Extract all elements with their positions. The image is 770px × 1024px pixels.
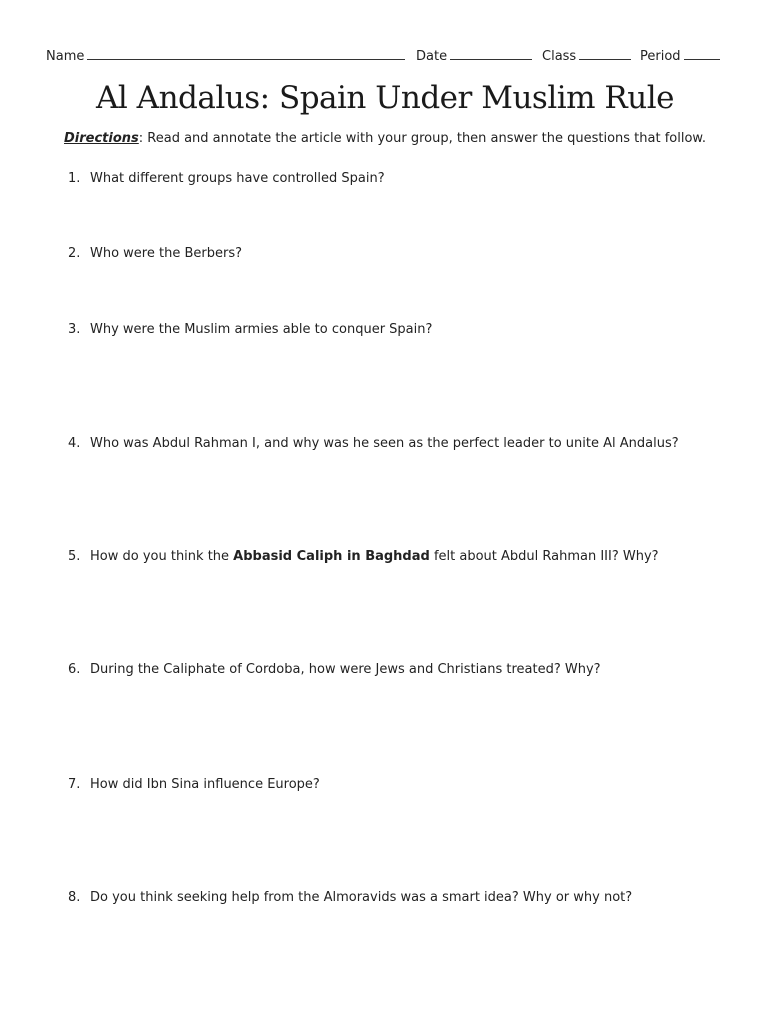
class-blank-line[interactable] [579,46,631,60]
question-2 [68,246,242,261]
question-number: 3. [68,322,81,337]
question-number: 8. [68,890,81,905]
directions-label: Directions [64,131,139,146]
header-row [46,46,726,68]
directions [0,131,770,146]
name-label: Name [46,49,85,64]
question-5 [68,549,659,564]
question-number: 6. [68,662,81,677]
question-text: Do you think seeking help from the Almoravids was a smart idea? Why or why not? [90,890,633,905]
page-title: Al Andalus: Spain Under Muslim Rule [96,80,674,116]
question-bold-term: Abbasid Caliph in Baghdad [233,549,430,564]
question-text: How do you think the [90,549,234,564]
directions-text: : Read and annotate the article with your group, then answer the questions that follow. [138,131,706,146]
question-text: Who was Abdul Rahman I, and why was he seen as the perfect leader to unite Al Andalus? [90,436,679,451]
question-text: How did Ibn Sina influence Europe? [90,777,320,792]
question-text: Why were the Muslim armies able to conquer Spain? [90,322,433,337]
period-label: Period [640,49,681,64]
question-number: 5. [68,549,81,564]
question-text-end: felt about Abdul Rahman III? Why? [429,549,659,564]
date-label: Date [416,49,448,64]
question-text: Who were the Berbers? [90,246,242,261]
name-blank-line[interactable] [87,46,405,60]
question-text: What different groups have controlled Spain? [90,171,385,186]
question-number: 4. [68,436,81,451]
question-number: 1. [68,171,81,186]
question-1 [68,171,385,186]
period-field[interactable] [640,46,720,64]
class-label: Class [542,49,577,64]
question-4 [68,436,679,451]
date-blank-line[interactable] [450,46,532,60]
question-text: During the Caliphate of Cordoba, how were Jews and Christians treated? Why? [90,662,601,677]
question-3 [68,322,432,337]
period-blank-line[interactable] [684,46,720,60]
name-field[interactable] [46,46,405,64]
question-number: 7. [68,777,81,792]
question-6 [68,662,601,677]
class-field[interactable] [542,46,631,64]
question-8 [68,890,632,905]
question-number: 2. [68,246,81,261]
date-field[interactable] [416,46,532,64]
question-7 [68,777,320,792]
